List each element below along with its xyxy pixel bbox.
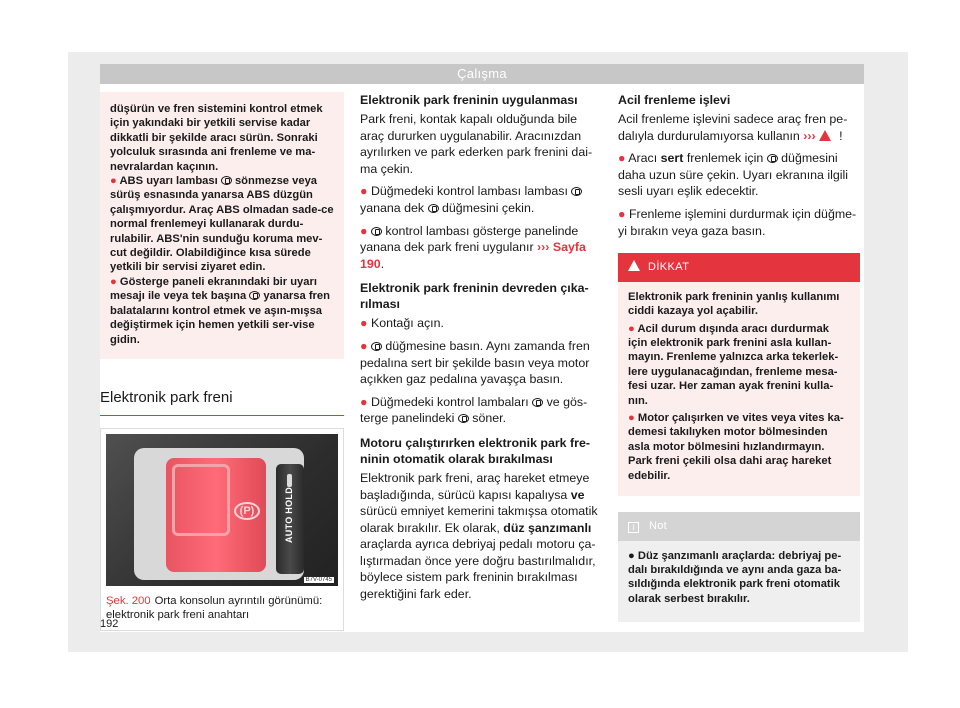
parking-brake-icon	[371, 342, 382, 351]
warning-bullet-brake-pads: ● Gösterge paneli ekranındaki bir uyarı mesajı ile veya tek başına yanarsa fren balatalarını kontrol etmek ve aşın-mışsa değiştirmek için hemen yetkili ser-vise gidin.	[110, 275, 330, 346]
warning-continuation-box	[100, 92, 344, 359]
section-title: Elektronik park freni	[100, 389, 344, 416]
parking-brake-icon	[767, 154, 778, 163]
bullet-ignition: ● Kontağı açın.	[360, 316, 444, 331]
warning-body: Elektronik park freninin yanlış kullanımı ciddi kazaya yol açabilir. ● Acil durum dışında aracı durdurmak için elektronik park frenini asla kullan-mayın. Frenleme yalnızca arka tekerlek-lere uygulanacağından, frenleme mesa-fesi uzar. Her zaman ayak frenini kulla-nın. ● Motor çalışırken ve vites veya vites ka-demesi takılıyken motor bölmesinden asla motor bölmesini hızlandırmayın. Park freni çekili olsa dahi araç hareket edebilir.	[618, 282, 860, 496]
column-left	[100, 92, 344, 631]
auto-hold-label: AUTO HOLD	[284, 486, 294, 543]
figure-200	[100, 428, 344, 631]
page-number: 192	[100, 618, 119, 630]
heading-release: Elektronik park freninin devreden çıka-rılması	[360, 281, 589, 312]
note-box	[618, 512, 860, 622]
warning-triangle-icon	[628, 260, 640, 271]
parking-brake-icon	[532, 398, 543, 407]
warning-box	[618, 253, 860, 496]
bullet-lamps-off: ● Düğmedeki kontrol lambaları ve gös-terge panelindeki söner.	[360, 394, 588, 426]
note-body: ● Düz şanzımanlı araçlarda: debriyaj pe-dalı bırakıldığında ve aynı anda gaza ba-sıldığında elektronik park freni otomatik olarak serbest bırakılır.	[618, 541, 860, 623]
heading-emergency: Acil frenleme işlevi	[618, 93, 731, 107]
bullet-press-switch: ● düğmesine basın. Aynı zamanda fren pedalına sert bir şekilde basın veya motor açıkken gaz pedalına yavaşça basın.	[360, 338, 590, 387]
figure-caption: Şek. 200 Orta konsolun ayrıntılı görünümü: elektronik park freni anahtarı	[106, 594, 323, 621]
warning-link[interactable]: ›››	[803, 128, 816, 143]
warning-bullet-abs: ● ABS uyarı lambası sönmezse veya sürüş esnasında yanarsa ABS düzgün çalışmıyordur. Araç ABS olmadan sade-ce normal frenlemeyi kullanarak durdu-rulabilir. ABS'nin sunduğu koruma mev-cut değildir. Olabildiğince kısa sürede yetkili bir servisi ziyaret edin.	[110, 175, 334, 274]
bullet-icon: ●	[110, 275, 117, 288]
paragraph-emergency: Acil frenleme işlevini sadece araç fren pe-dalıyla durdurulamıyorsa kullanın ››› !	[618, 112, 848, 143]
page-header: Çalışma	[100, 64, 864, 84]
page-link[interactable]: ››› Sayfa 190	[360, 240, 586, 271]
parking-brake-switch-image	[106, 434, 338, 586]
paragraph-auto-release: Elektronik park freni, araç hareket etmeye başladığında, sürücü kapısı kapalıysa ve sürücü emniyet kemerini takmışsa otomatik olarak bırakılır. Ek olarak, düz şanzımanlı araçlarda ayrıca debriyaj pedalı motoru ça-lıştırmadan önce yere doğru bastırılmalıdır, böylece sistem park freninin bırakılması gerektiğini fark eder.	[360, 470, 598, 602]
warning-triangle-icon	[819, 130, 831, 141]
heading-apply: Elektronik park freninin uygulanması	[360, 93, 578, 107]
figure-code: B7V-0745	[305, 576, 332, 583]
bullet-icon: ●	[110, 175, 117, 188]
parking-brake-icon	[571, 187, 582, 196]
abs-lamp-icon	[221, 176, 232, 185]
parking-brake-icon	[458, 414, 469, 423]
parking-brake-symbol: (P)	[234, 502, 260, 520]
bullet-lamp-on: ● kontrol lambası gösterge panelinde yanana dek park freni uygulanır ››› Sayfa 190.	[360, 223, 586, 271]
brake-pad-lamp-icon	[249, 291, 260, 300]
bullet-stop-braking: ● Frenleme işlemini durdurmak için düğme-yi bırakın veya gaza basın.	[618, 206, 857, 238]
note-header: i Not	[618, 512, 860, 541]
bullet-pull-switch: ● Düğmedeki kontrol lambası lambası yanana dek düğmesini çekin.	[360, 183, 598, 216]
bullet-brake-hard: ● Aracı sert frenlemek için düğmesini daha uzun süre çekin. Uyarı ekranına ilgili sesli uyarı eşlik edecektir.	[618, 151, 849, 199]
column-middle	[360, 92, 598, 609]
column-right	[618, 92, 860, 622]
info-icon: i	[628, 522, 639, 533]
paragraph-apply: Park freni, kontak kapalı olduğunda bile araç dururken uygulanabilir. Aracınızdan ayrılırken ve park ederken park frenini dai-ma çekin.	[360, 112, 593, 176]
figure-number: Şek. 200	[106, 594, 151, 607]
parking-brake-icon	[428, 204, 439, 213]
warning-header: DİKKAT	[618, 253, 860, 282]
heading-auto-release: Motoru çalıştırırken elektronik park fre-ninin otomatik olarak bırakılması	[360, 435, 590, 466]
parking-brake-icon	[371, 227, 382, 236]
warning-continuation-text: düşürün ve fren sistemini kontrol etmek için yakındaki bir yetkili servise kadar dikkatli bir şekilde aracı sürün. Sonraki yolculuk sırasında ani frenleme ve ma-nevralardan kaçının.	[110, 103, 323, 173]
